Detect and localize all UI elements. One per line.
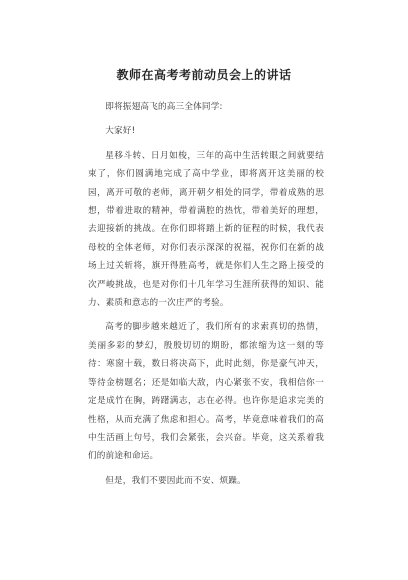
document-title: 教师在高考考前动员会上的讲话	[116, 68, 292, 82]
paragraph-2: 高考的脚步越来越近了，我们所有的求索真切的热情，美丽多彩的梦幻，殷殷切切的期盼，都浓缩为这一刻的等待：寒窗十载，数日将决高下，此时此刻，你是豪气冲天，等待金榜题名；还是如临大敌，内心紧张不安，我相信你一定是成竹在胸，踌躇满志，志在必得。也许你是追求完美的性格，从而充满了焦虑和担心。高考，毕竟意味着我们的高中生活画上句号，我们会紧张，会兴奋。毕竟，这关系着我们的前途和命运。	[88, 322, 324, 462]
document-body	[88, 98, 324, 496]
salutation: 即将振翅高飞的高三全体同学:	[105, 102, 223, 112]
paragraph-3: 但是，我们不要因此而不安、烦躁。	[105, 475, 246, 486]
greeting: 大家好!	[105, 126, 136, 137]
paragraph-1: 星移斗转、日月如梭，三年的高中生活转眼之间就要结束了，你们圆满地完成了高中学业，即将离开这美丽的校园，离开可敬的老师，离开朝夕相处的同学，带着成熟的思想，带着进取的精神，带着满腔的热忱，带着美好的理想，去迎接新的挑战。在你们即将踏上新的征程的时候，我代表母校的全体老师，对你们表示深深的祝福，祝你们在新的战场上过关斩将，旗开得胜高考，就是你们人生之路上接受的次严峻挑战，也是对你们十几年学习生涯所获得的知识、能力、素质和意志的一次庄严的考验。	[88, 150, 324, 309]
